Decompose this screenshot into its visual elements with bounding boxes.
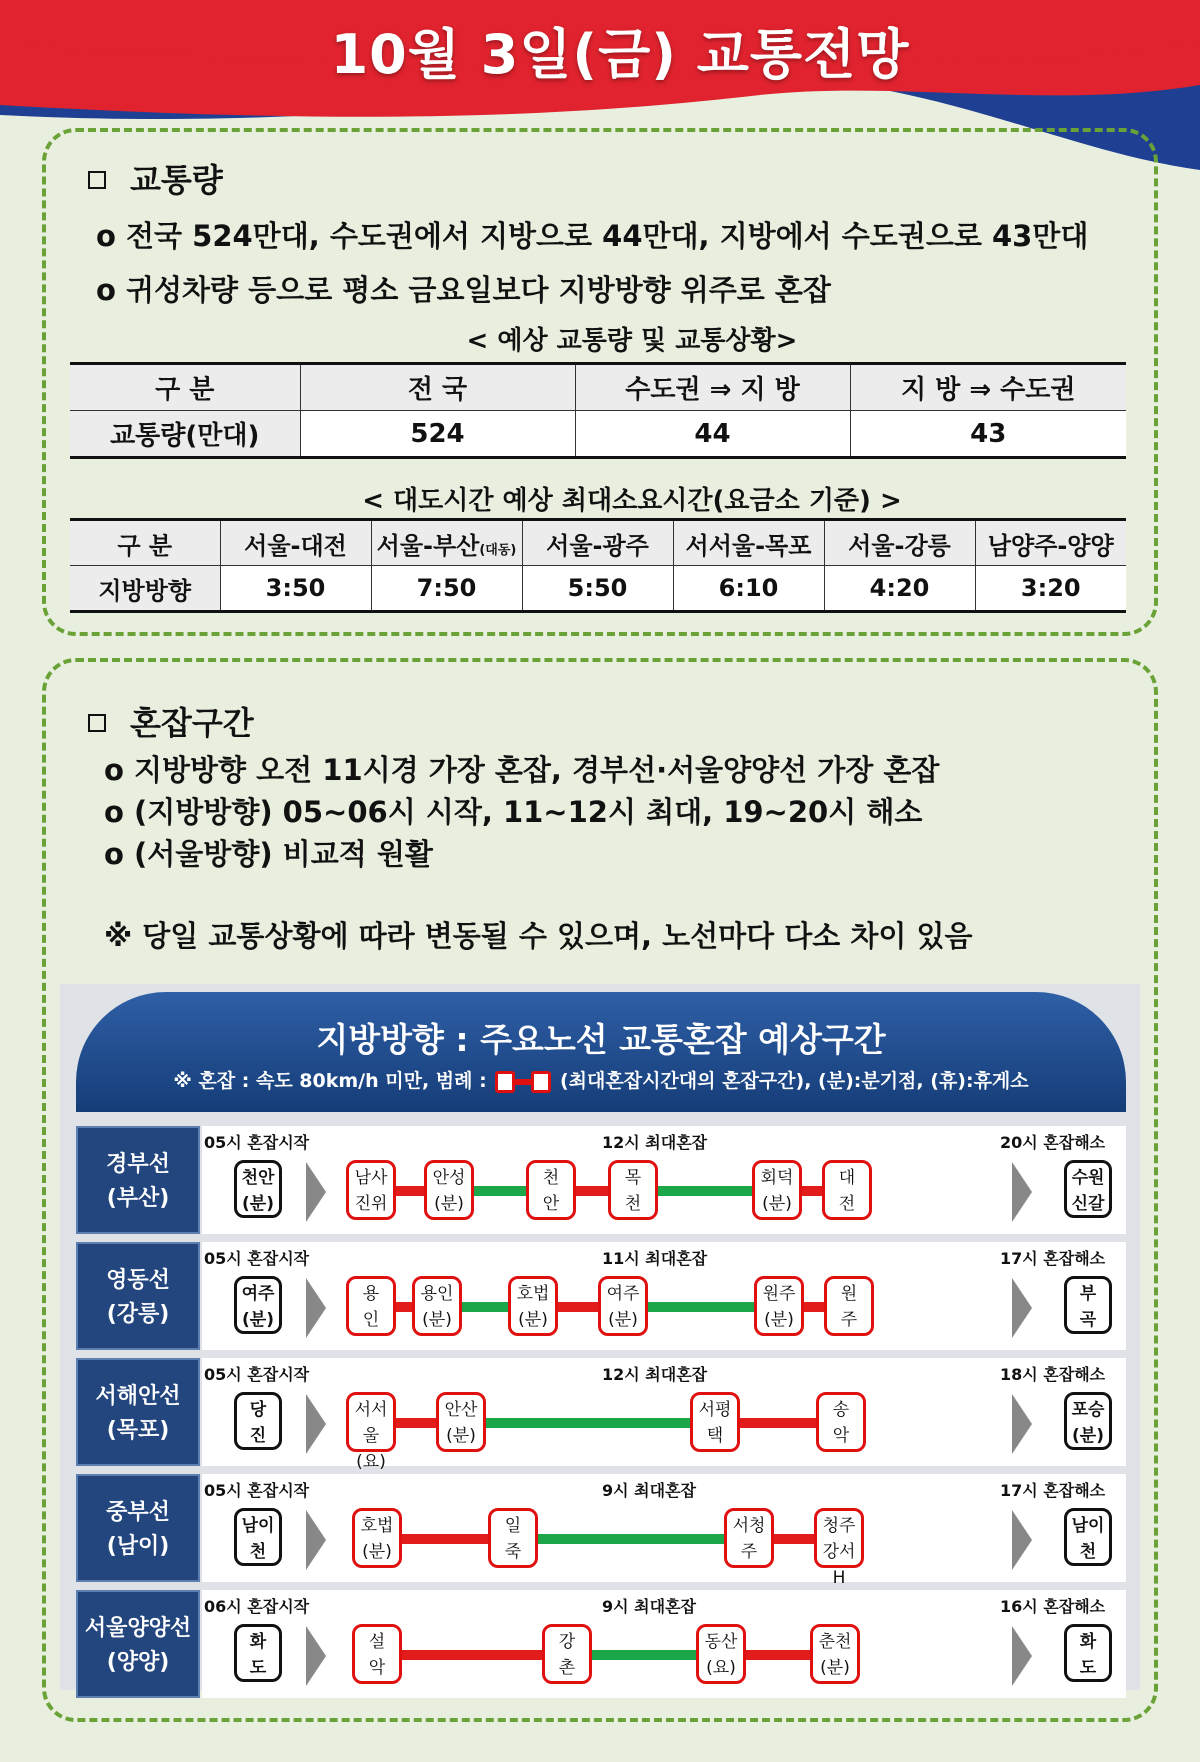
route-name: 서울양양선 (양양) <box>76 1590 200 1698</box>
congested-segment <box>392 1650 552 1660</box>
chevron-right-icon <box>1012 1278 1032 1338</box>
node-label: 당 <box>249 1400 267 1420</box>
end-node <box>1064 1508 1112 1566</box>
end-node <box>1064 1276 1112 1334</box>
route-body <box>202 1242 1126 1350</box>
congestion-start-label: 05시 혼잡시작 <box>204 1133 310 1152</box>
node-label: 죽 <box>504 1542 522 1562</box>
node-label: 진위 <box>354 1194 388 1214</box>
congestion-bullet-2: o (지방방향) 05~06시 시작, 11~12시 최대, 19~20시 해소 <box>104 795 923 829</box>
route-node <box>754 1276 804 1336</box>
table-row <box>70 566 1126 612</box>
node-label: (분) <box>820 1658 850 1678</box>
node-label: 원주 <box>762 1284 796 1304</box>
table-header-cell: 서울-강릉 <box>824 520 975 566</box>
node-label: (분) <box>608 1310 638 1330</box>
free-flow-segment <box>648 1186 762 1196</box>
route-row <box>76 1590 1126 1698</box>
chevron-right-icon <box>306 1394 326 1454</box>
route-node <box>436 1392 486 1452</box>
table-header-cell: 지 방 ⇒ 수도권 <box>850 364 1126 411</box>
table-cell: 3:20 <box>975 566 1126 612</box>
route-node <box>346 1160 396 1220</box>
node-label: (분) <box>518 1310 548 1330</box>
route-node <box>690 1392 740 1452</box>
node-label: 인 <box>362 1310 380 1330</box>
node-label: 부 <box>1079 1284 1097 1304</box>
map-title: 지방방향 : 주요노선 교통혼잡 예상구간 <box>316 1020 886 1059</box>
route-body <box>202 1474 1126 1588</box>
node-label: 화 <box>1079 1632 1097 1652</box>
volume-bullet-1: o 전국 524만대, 수도권에서 지방으로 44만대, 지방에서 수도권으로 43만대 <box>96 219 1089 253</box>
congestion-peak-label: 12시 최대혼잡 <box>602 1133 708 1152</box>
node-label: 천 <box>1079 1542 1097 1562</box>
route-node <box>412 1276 462 1336</box>
congestion-peak-label: 11시 최대혼잡 <box>602 1249 708 1268</box>
node-label: (분) <box>242 1310 274 1330</box>
free-flow-segment <box>528 1534 734 1544</box>
table-header-cell: 수도권 ⇒ 지 방 <box>575 364 850 411</box>
node-label: (분) <box>762 1194 792 1214</box>
congestion-peak-label: 9시 최대혼잡 <box>602 1481 696 1500</box>
route-node <box>526 1160 576 1220</box>
route-row <box>76 1358 1126 1472</box>
table-cell: 43 <box>850 411 1126 458</box>
node-label: 회덕 <box>760 1168 794 1188</box>
node-label: 안 <box>542 1194 560 1214</box>
section-heading-volume: 교통량 <box>88 155 223 201</box>
end-node <box>1064 1392 1112 1450</box>
node-label: 안산 <box>444 1400 478 1420</box>
node-label: 여주 <box>606 1284 640 1304</box>
congested-segment <box>730 1418 826 1428</box>
node-label: (분) <box>446 1426 476 1446</box>
route-node <box>352 1508 402 1568</box>
route-body <box>202 1590 1126 1698</box>
chevron-right-icon <box>306 1162 326 1222</box>
route-row <box>76 1126 1126 1234</box>
node-label: (분) <box>242 1194 274 1214</box>
route-node <box>346 1276 396 1336</box>
node-label: 도 <box>249 1658 267 1678</box>
route-node <box>346 1392 396 1472</box>
checkbox-square-icon <box>88 714 106 732</box>
time-table-caption: < 대도시간 예상 최대소요시간(요금소 기준) > <box>362 486 902 516</box>
congestion-bullet-1: o 지방방향 오전 11시경 가장 혼잡, 경부선·서울양양선 가장 혼잡 <box>104 753 940 787</box>
route-node <box>508 1276 558 1336</box>
route-node <box>824 1276 874 1336</box>
route-name: 경부선 (부산) <box>76 1126 200 1234</box>
route-node <box>814 1508 864 1588</box>
node-label: 용인 <box>420 1284 454 1304</box>
node-label: 천안 <box>241 1168 275 1188</box>
route-node <box>752 1160 802 1220</box>
table-cell: 524 <box>300 411 575 458</box>
legend-congestion-icon <box>495 1071 551 1093</box>
node-label: 원 <box>840 1284 858 1304</box>
row-label-cell: 지방방향 <box>70 566 220 612</box>
table-cell: 5:50 <box>522 566 673 612</box>
congestion-end-label: 18시 혼잡해소 <box>1000 1365 1106 1384</box>
node-label: 주 <box>840 1310 858 1330</box>
node-label: 주 <box>740 1542 758 1562</box>
node-label: 남사 <box>354 1168 388 1188</box>
node-label: 수원 <box>1071 1168 1105 1188</box>
route-row <box>76 1242 1126 1350</box>
chevron-right-icon <box>306 1278 326 1338</box>
node-label: 악 <box>368 1658 386 1678</box>
route-node <box>488 1508 538 1568</box>
node-label: 서평 <box>698 1400 732 1420</box>
chevron-right-icon <box>1012 1162 1032 1222</box>
route-node <box>598 1276 648 1336</box>
end-node <box>1064 1160 1112 1218</box>
page-title: 10월 3일(금) 교통전망 <box>330 23 910 86</box>
node-label: (분) <box>434 1194 464 1214</box>
node-label: 송 <box>832 1400 850 1420</box>
congestion-start-label: 06시 혼잡시작 <box>204 1597 310 1616</box>
route-body <box>202 1126 1126 1234</box>
volume-table <box>70 362 1126 459</box>
congestion-end-label: 17시 혼잡해소 <box>1000 1249 1106 1268</box>
node-label: 동산 <box>704 1632 738 1652</box>
row-label-cell: 교통량(만대) <box>70 411 300 458</box>
node-label: 천 <box>249 1542 267 1562</box>
route-name: 중부선 (남이) <box>76 1474 200 1582</box>
congested-segment <box>392 1534 498 1544</box>
node-label: (분) <box>1072 1426 1104 1446</box>
congestion-bullet-3: o (서울방향) 비교적 원활 <box>104 837 433 871</box>
node-label: 악 <box>832 1426 850 1446</box>
congestion-peak-label: 12시 최대혼잡 <box>602 1365 708 1384</box>
node-label: 강서H <box>822 1542 856 1588</box>
route-name: 영동선 (강릉) <box>76 1242 200 1350</box>
route-name: 서해안선 (목포) <box>76 1358 200 1466</box>
table-cell: 6:10 <box>673 566 824 612</box>
node-label: (분) <box>362 1542 392 1562</box>
node-label: 화 <box>249 1632 267 1652</box>
node-label: 일 <box>504 1516 522 1536</box>
node-label: 진 <box>249 1426 267 1446</box>
disclaimer-note: ※ 당일 교통상황에 따라 변동될 수 있으며, 노선마다 다소 차이 있음 <box>104 919 973 953</box>
volume-bullet-2: o 귀성차량 등으로 평소 금요일보다 지방방향 위주로 혼잡 <box>96 273 831 307</box>
route-node <box>724 1508 774 1568</box>
congestion-start-label: 05시 혼잡시작 <box>204 1481 310 1500</box>
node-label: 천 <box>542 1168 560 1188</box>
table-cell: 3:50 <box>220 566 371 612</box>
node-label: 포승 <box>1071 1400 1105 1420</box>
table-cell: 44 <box>575 411 850 458</box>
end-node <box>1064 1624 1112 1682</box>
free-flow-segment <box>582 1650 706 1660</box>
node-label: 서청 <box>732 1516 766 1536</box>
node-label: 곡 <box>1079 1310 1097 1330</box>
table-cell: 4:20 <box>824 566 975 612</box>
table-header-row <box>70 364 1126 411</box>
route-node <box>608 1160 658 1220</box>
table-header-cell: 구 분 <box>70 520 220 566</box>
table-header-cell: 서울-부산(대동) <box>371 520 522 566</box>
node-label: 도 <box>1079 1658 1097 1678</box>
section-heading-congestion: 혼잡구간 <box>88 698 254 744</box>
table-header-cell: 서울-광주 <box>522 520 673 566</box>
congestion-start-label: 05시 혼잡시작 <box>204 1365 310 1384</box>
table-header-cell: 구 분 <box>70 364 300 411</box>
start-node <box>234 1276 282 1334</box>
node-label: 남이 <box>241 1516 275 1536</box>
node-label: 목 <box>624 1168 642 1188</box>
node-label: (분) <box>422 1310 452 1330</box>
route-body <box>202 1358 1126 1472</box>
node-label: 대 <box>838 1168 856 1188</box>
checkbox-square-icon <box>88 171 106 189</box>
travel-time-table <box>70 518 1126 613</box>
node-label: 설 <box>368 1632 386 1652</box>
chevron-right-icon <box>1012 1626 1032 1686</box>
node-label: 용 <box>362 1284 380 1304</box>
congestion-peak-label: 9시 최대혼잡 <box>602 1597 696 1616</box>
route-congestion-map <box>60 984 1140 1690</box>
map-legend: ※ 혼잡 : 속도 80km/h 미만, 범례 : (최대혼잡시간대의 혼잡구간), (분):분기점, (휴):휴게소 <box>173 1070 1029 1092</box>
congested-segment <box>736 1650 820 1660</box>
start-node <box>234 1508 282 1566</box>
chevron-right-icon <box>1012 1510 1032 1570</box>
free-flow-segment <box>638 1302 764 1312</box>
table-header-cell: 서서울-목포 <box>673 520 824 566</box>
volume-table-caption: < 예상 교통량 및 교통상황> <box>466 326 798 356</box>
node-label: 촌 <box>558 1658 576 1678</box>
chevron-right-icon <box>1012 1394 1032 1454</box>
node-label: 전 <box>838 1194 856 1214</box>
congestion-end-label: 16시 혼잡해소 <box>1000 1597 1106 1616</box>
node-label: 호법 <box>516 1284 550 1304</box>
node-label: (요) <box>356 1452 386 1472</box>
route-node <box>822 1160 872 1220</box>
route-node <box>424 1160 474 1220</box>
node-label: 춘천 <box>818 1632 852 1652</box>
node-label: 서서울 <box>354 1400 388 1446</box>
route-node <box>352 1624 402 1684</box>
node-label: 청주 <box>822 1516 856 1536</box>
route-node <box>810 1624 860 1684</box>
table-header-cell: 서울-대전 <box>220 520 371 566</box>
table-header-cell: 전 국 <box>300 364 575 411</box>
route-row <box>76 1474 1126 1588</box>
node-label: (분) <box>764 1310 794 1330</box>
start-node <box>234 1160 282 1218</box>
start-node <box>234 1392 282 1450</box>
node-label: 남이 <box>1071 1516 1105 1536</box>
congestion-end-label: 17시 혼잡해소 <box>1000 1481 1106 1500</box>
table-row <box>70 411 1126 458</box>
chevron-right-icon <box>306 1510 326 1570</box>
node-label: 천 <box>624 1194 642 1214</box>
node-label: 호법 <box>360 1516 394 1536</box>
route-node <box>542 1624 592 1684</box>
table-header-cell: 남양주-양양 <box>975 520 1126 566</box>
node-label: 강 <box>558 1632 576 1652</box>
node-label: 안성 <box>432 1168 466 1188</box>
start-node <box>234 1624 282 1682</box>
free-flow-segment <box>476 1418 700 1428</box>
congestion-start-label: 05시 혼잡시작 <box>204 1249 310 1268</box>
congestion-end-label: 20시 혼잡해소 <box>1000 1133 1106 1152</box>
node-label: (요) <box>706 1658 736 1678</box>
route-node <box>696 1624 746 1684</box>
table-cell: 7:50 <box>371 566 522 612</box>
table-header-row <box>70 520 1126 566</box>
route-node <box>816 1392 866 1452</box>
node-label: 신갈 <box>1071 1194 1105 1214</box>
node-label: 택 <box>706 1426 724 1446</box>
node-label: 여주 <box>241 1284 275 1304</box>
chevron-right-icon <box>306 1626 326 1686</box>
